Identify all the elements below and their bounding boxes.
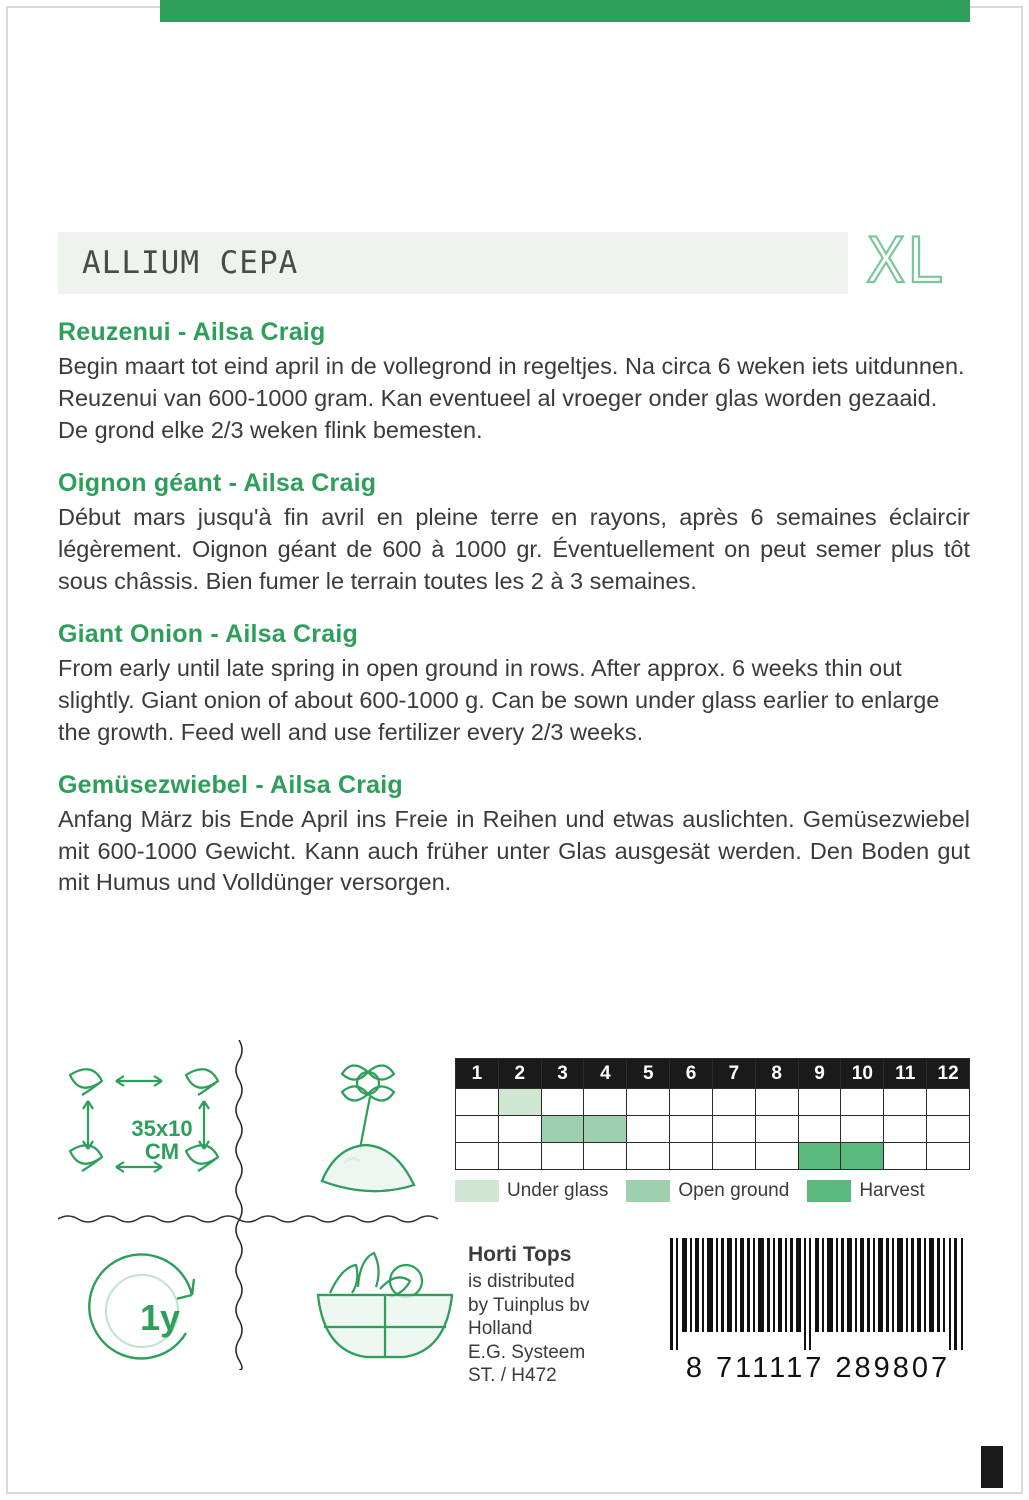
calendar-cell — [841, 1143, 884, 1170]
spacing-unit: CM — [144, 1139, 180, 1165]
calendar-cell — [670, 1089, 713, 1116]
calendar-cell — [841, 1116, 884, 1143]
top-green-bar — [160, 0, 970, 22]
calendar-cell — [456, 1116, 499, 1143]
description-block-en — [58, 620, 970, 749]
description-body: Begin maart tot eind april in de vollegrond in regeltjes. Na circa 6 weken iets uitdunnen. Reuzenui van 600-1000 gram. Kan eventueel al vroeger onder glas worden gezaaid. De grond elke 2/3 weken flink bemesten. — [58, 353, 965, 443]
month-header: 10 — [841, 1059, 884, 1089]
legend-item-under-glass — [455, 1180, 608, 1202]
calendar-cell — [498, 1116, 541, 1143]
calendar-cell — [841, 1089, 884, 1116]
calendar-cell — [627, 1116, 670, 1143]
month-header: 3 — [541, 1059, 584, 1089]
calendar-cell — [927, 1143, 970, 1170]
size-badge — [861, 218, 971, 306]
latin-name: ALLIUM CEPA — [82, 245, 299, 281]
month-header: 2 — [498, 1059, 541, 1089]
calendar-cell — [456, 1089, 499, 1116]
calendar-cell — [755, 1116, 798, 1143]
legend-swatch-under-glass — [455, 1180, 499, 1202]
description-block-de — [58, 771, 970, 900]
brand-name: Horti Tops — [468, 1243, 572, 1266]
calendar-table — [455, 1058, 970, 1170]
description-body: Anfang März bis Ende April ins Freie in Reihen und etwas auslichten. Gemüsezwiebel mit 600-1000 Gewicht. Kann auch früher unter Glas ausgesät werden. Den Boden gut mit Humus und Volldünger versorgen. — [58, 805, 970, 896]
calendar-cell — [456, 1143, 499, 1170]
legend-label: Open ground — [678, 1180, 790, 1201]
calendar-cell — [627, 1143, 670, 1170]
calendar-cell — [884, 1089, 927, 1116]
latin-name-band — [58, 232, 848, 294]
calendar-header-row — [456, 1059, 970, 1089]
month-header: 5 — [627, 1059, 670, 1089]
spacing-label — [118, 1117, 206, 1163]
description-block-nl — [58, 318, 970, 447]
calendar-cell — [884, 1143, 927, 1170]
distributor-line-2: by Tuinplus bv — [468, 1294, 590, 1316]
description-body: Début mars jusqu'à fin avril en pleine terre en rayons, après 6 semaines éclaircir légèrement. Oignon géant de 600 à 1000 gr. Éventuellement on peut semer plus tôt sous châssis. Bien fumer le terrain toutes les 2 à 3 semaines. — [58, 503, 970, 594]
calendar-row-open-ground — [456, 1116, 970, 1143]
legend-swatch-harvest — [807, 1180, 851, 1202]
description-heading: Giant Onion - Ailsa Craig — [58, 619, 358, 648]
sowing-icon — [304, 1053, 444, 1208]
calendar-cell — [584, 1089, 627, 1116]
calendar-cell — [927, 1089, 970, 1116]
calendar-cell — [712, 1089, 755, 1116]
calendar-cell — [670, 1143, 713, 1170]
distributor-line-5: ST. / H472 — [468, 1365, 557, 1387]
month-header: 11 — [884, 1059, 927, 1089]
calendar-cell — [798, 1089, 841, 1116]
seedling-mound-icon — [304, 1053, 444, 1203]
barcode-area — [668, 1238, 968, 1385]
calendar-body — [456, 1089, 970, 1170]
calendar-legend — [455, 1180, 970, 1202]
shelf-life-label: 1y — [139, 1297, 181, 1338]
distributor-line-4: E.G. Systeem — [468, 1341, 586, 1363]
legend-label: Under glass — [507, 1180, 609, 1201]
print-registration-mark — [981, 1446, 1003, 1488]
spacing-value: 35x10 — [131, 1116, 193, 1141]
calendar-cell — [755, 1089, 798, 1116]
calendar-cell — [798, 1116, 841, 1143]
month-header: 9 — [798, 1059, 841, 1089]
calendar-cell — [541, 1143, 584, 1170]
barcode-icon — [668, 1238, 968, 1350]
calendar-cell — [498, 1089, 541, 1116]
legend-item-open-ground — [626, 1180, 789, 1202]
description-heading: Reuzenui - Ailsa Craig — [58, 318, 326, 346]
plant-spacing-icon — [58, 1057, 258, 1197]
calendar-cell — [712, 1116, 755, 1143]
calendar-cell — [798, 1143, 841, 1170]
month-header: 4 — [584, 1059, 627, 1089]
sowing-calendar — [455, 1058, 970, 1170]
calendar-cell — [670, 1116, 713, 1143]
harvest-icon — [310, 1235, 460, 1380]
calendar-cell — [755, 1143, 798, 1170]
calendar-cell — [712, 1143, 755, 1170]
icon-panel — [58, 1035, 448, 1375]
calendar-cell — [927, 1116, 970, 1143]
basket-vegetables-icon — [310, 1235, 460, 1375]
legend-swatch-open-ground — [626, 1180, 670, 1202]
calendar-cell — [584, 1143, 627, 1170]
description-body: From early until late spring in open ground in rows. After approx. 6 weeks thin out slightly. Giant onion of about 600-1000 g. Can be sown under glass earlier to enlarge the growth. Feed well and use fertilizer every 2/3 weeks. — [58, 654, 940, 745]
xl-badge-icon — [861, 218, 971, 306]
month-header: 1 — [456, 1059, 499, 1089]
legend-item-harvest — [807, 1180, 924, 1202]
month-header: 6 — [670, 1059, 713, 1089]
month-header: 12 — [927, 1059, 970, 1089]
calendar-cell — [541, 1116, 584, 1143]
description-heading: Gemüsezwiebel - Ailsa Craig — [58, 770, 403, 799]
barcode-number: 8 711117 289807 — [685, 1352, 951, 1384]
description-heading: Oignon géant - Ailsa Craig — [58, 468, 377, 497]
calendar-cell — [541, 1089, 584, 1116]
calendar-row-harvest — [456, 1143, 970, 1170]
calendar-cell — [627, 1089, 670, 1116]
distributor-line-1: is distributed — [468, 1271, 575, 1293]
calendar-cell — [584, 1116, 627, 1143]
distributor-info — [468, 1242, 668, 1388]
calendar-cell — [498, 1143, 541, 1170]
description-block-fr — [58, 469, 970, 598]
calendar-row-under-glass — [456, 1089, 970, 1116]
svg-text:XL: XL — [867, 224, 946, 297]
distributor-line-3: Holland — [468, 1318, 533, 1340]
calendar-cell — [884, 1116, 927, 1143]
month-header: 7 — [712, 1059, 755, 1089]
description-list — [58, 318, 970, 921]
legend-label: Harvest — [859, 1180, 925, 1201]
month-header: 8 — [755, 1059, 798, 1089]
